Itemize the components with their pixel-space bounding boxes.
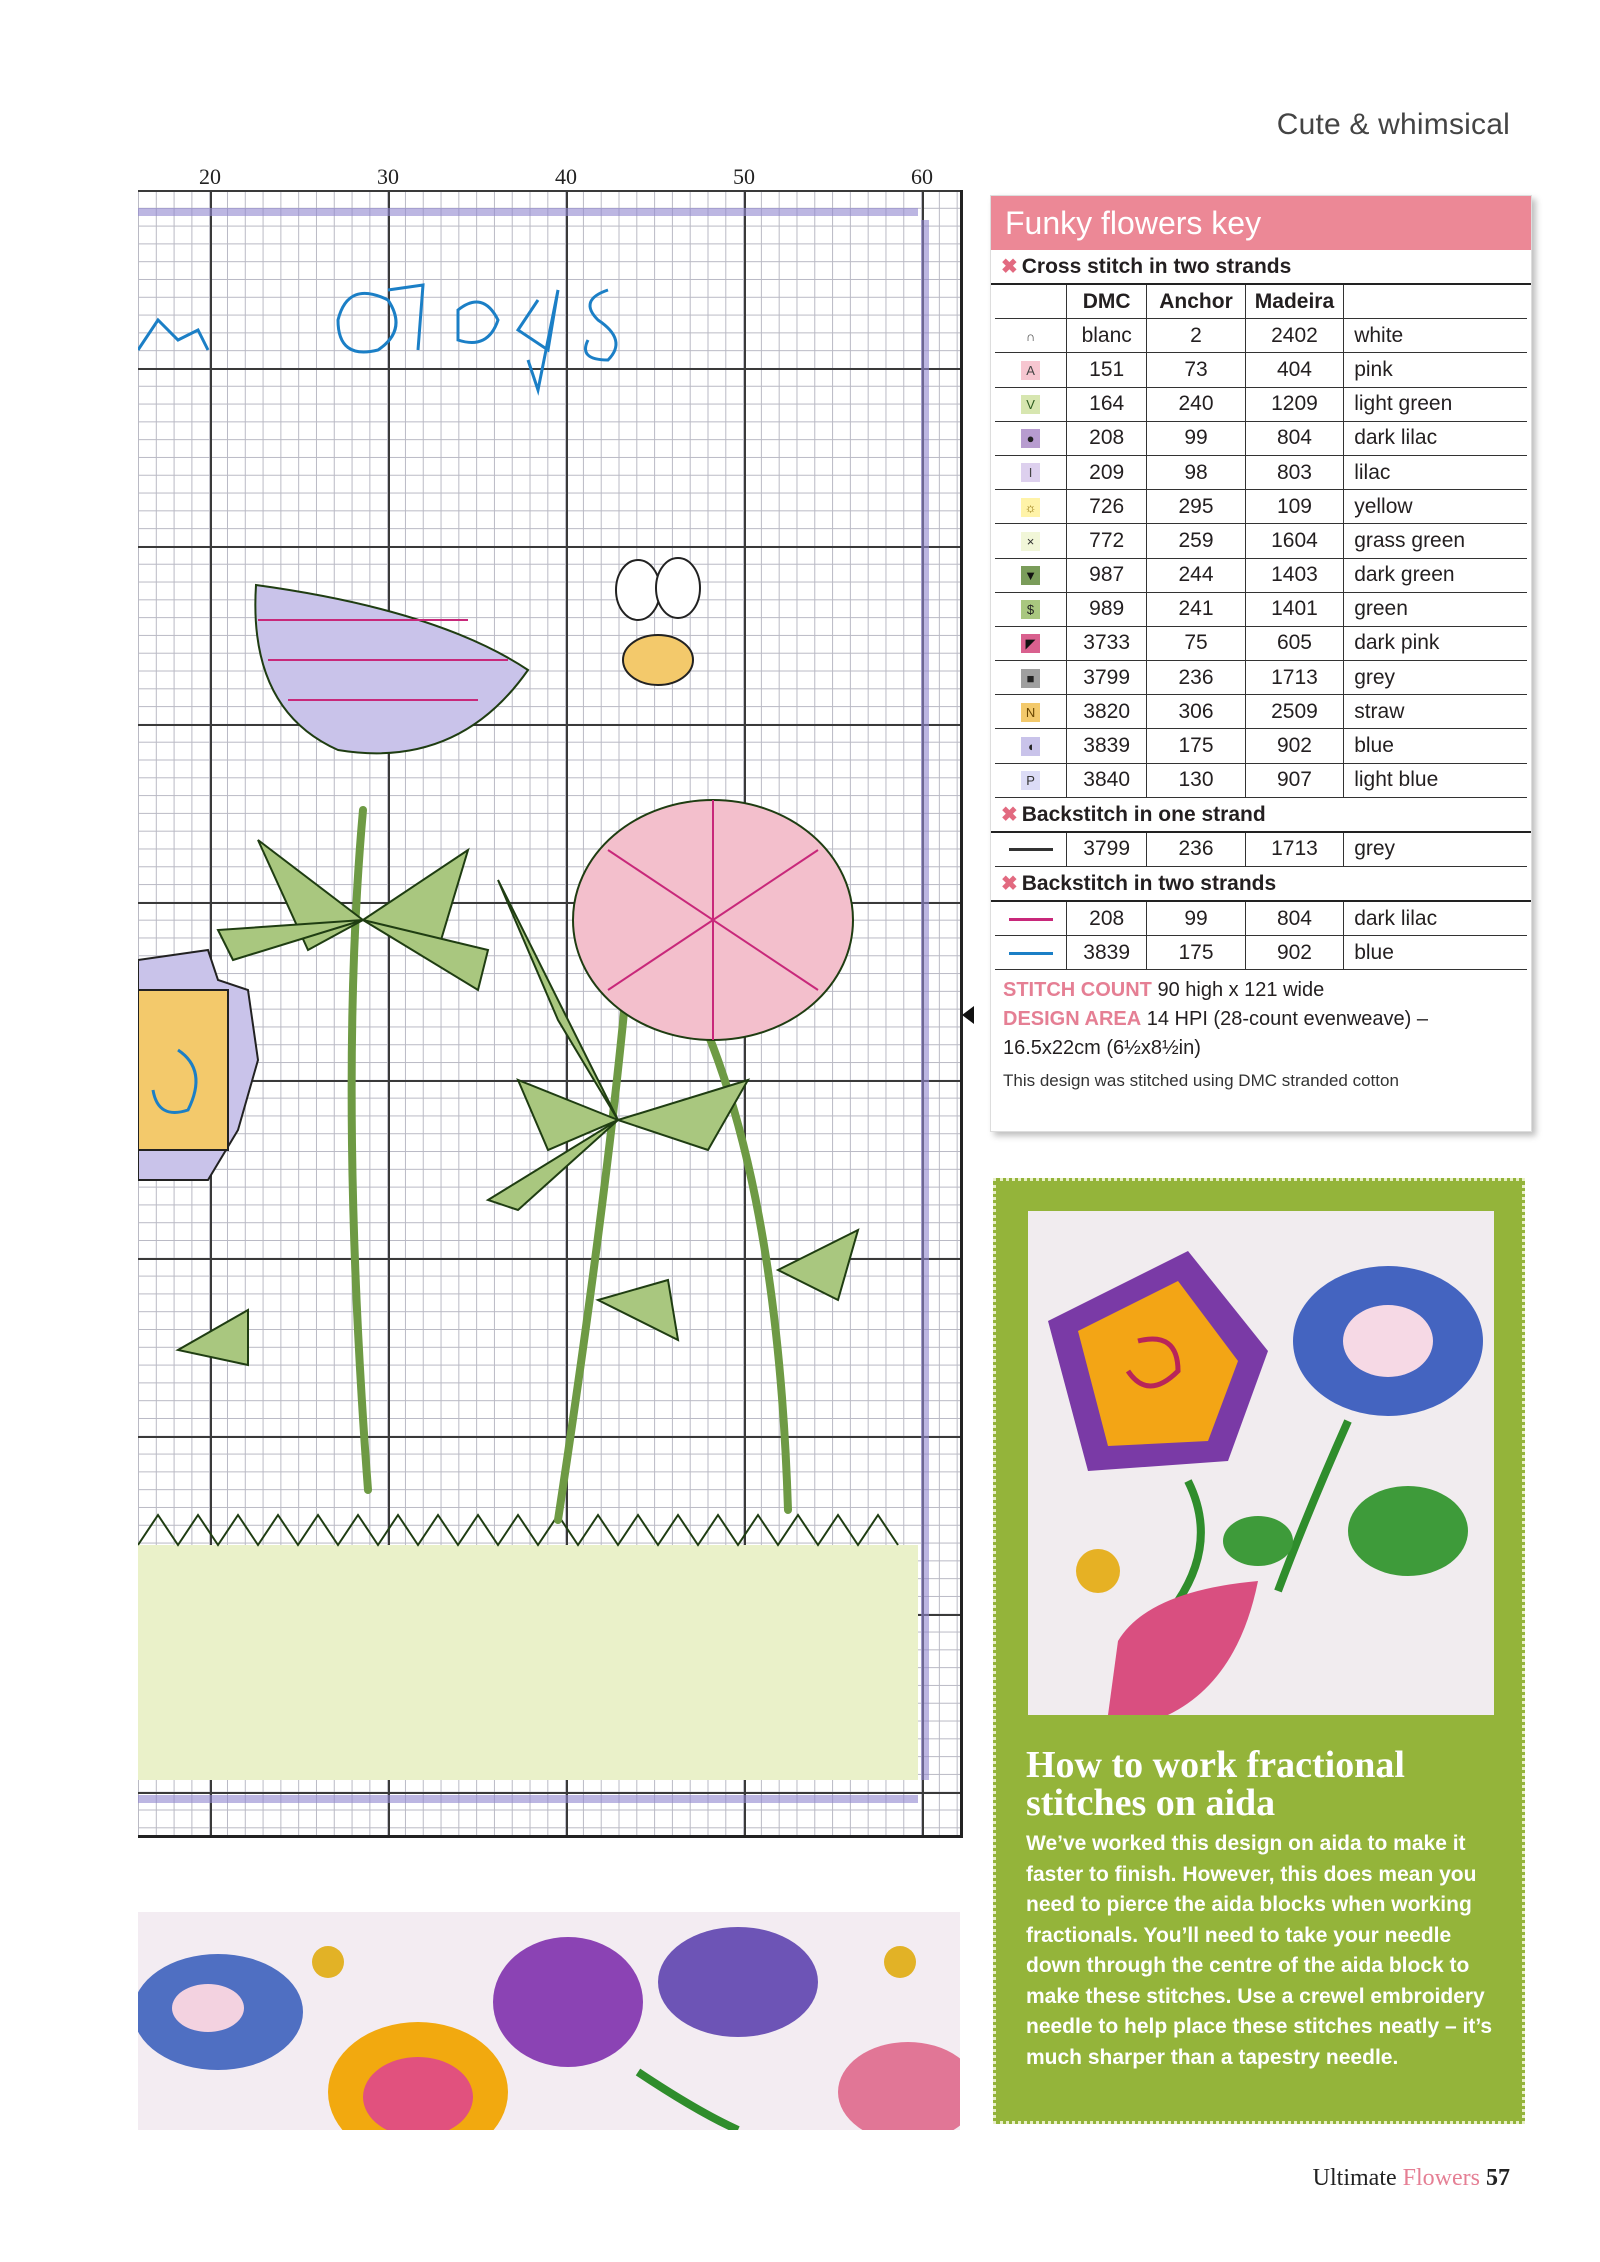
stitch-info: [991, 970, 1531, 1063]
anchor-number: 175: [1147, 936, 1245, 970]
magazine-name: Ultimate: [1312, 2165, 1397, 2191]
colour-name: dark lilac: [1344, 902, 1527, 936]
chart-grass-line: [138, 1515, 898, 1545]
cross-icon: ✖: [1001, 256, 1018, 278]
section-label: Cute & whimsical: [1276, 108, 1510, 141]
colour-name: grey: [1344, 833, 1527, 867]
key-row: [995, 558, 1527, 592]
stitch-symbol-icon: ◤: [1021, 634, 1040, 653]
key-row: [995, 421, 1527, 455]
stitch-symbol-icon: $: [1021, 600, 1040, 619]
design-area-value: 14 HPI (28-count evenweave) – 16.5x22cm (6½x8½in): [1003, 1008, 1429, 1060]
stitch-symbol-icon: I: [1021, 463, 1040, 482]
stitch-symbol-icon: A: [1021, 361, 1040, 380]
anchor-number: 75: [1147, 626, 1245, 660]
colour-name: grass green: [1344, 524, 1527, 558]
symbol-cell: [995, 902, 1067, 936]
backstitch-line-icon: [1009, 952, 1053, 955]
madeira-number: 907: [1245, 763, 1343, 797]
anchor-number: 130: [1147, 763, 1245, 797]
column-header-anchor: Anchor: [1147, 285, 1245, 319]
key-row: [995, 319, 1527, 353]
key-row: [995, 353, 1527, 387]
chart-sunflower: [138, 950, 258, 1180]
colour-name: lilac: [1344, 455, 1527, 489]
key-row: [995, 936, 1527, 970]
colour-name: pink: [1344, 353, 1527, 387]
stitch-count-label: STITCH COUNT: [1003, 979, 1152, 1002]
dmc-number: blanc: [1067, 319, 1147, 353]
chart-drawing: [138, 190, 960, 1835]
key-row: [995, 592, 1527, 626]
cross-icon: ✖: [1001, 873, 1018, 895]
symbol-cell: [995, 592, 1067, 626]
stitch-symbol-icon: V: [1021, 395, 1040, 414]
key-row: [995, 763, 1527, 797]
symbol-cell: [995, 833, 1067, 867]
tip-box: [993, 1178, 1525, 2124]
anchor-number: 2: [1147, 319, 1245, 353]
anchor-number: 259: [1147, 524, 1245, 558]
colour-name: light green: [1344, 387, 1527, 421]
dmc-number: 151: [1067, 353, 1147, 387]
thread-note: This design was stitched using DMC stranded cotton: [1003, 1071, 1399, 1091]
key-row: [995, 490, 1527, 524]
magazine-accent: Flowers: [1402, 2165, 1480, 2191]
anchor-number: 236: [1147, 661, 1245, 695]
backstitch-two-heading-text: Backstitch in two strands: [1021, 872, 1277, 895]
stitch-symbol-icon: ▼: [1021, 566, 1040, 585]
colour-name: grey: [1344, 661, 1527, 695]
dmc-number: 164: [1067, 387, 1147, 421]
stitch-symbol-icon: N: [1021, 703, 1040, 722]
key-row: [995, 455, 1527, 489]
dmc-number: 3840: [1067, 763, 1147, 797]
chart-ground: [138, 1545, 918, 1780]
symbol-cell: [995, 455, 1067, 489]
symbol-cell: [995, 319, 1067, 353]
anchor-number: 73: [1147, 353, 1245, 387]
stitch-symbol-icon: P: [1021, 771, 1040, 790]
anchor-number: 99: [1147, 421, 1245, 455]
dmc-number: 3820: [1067, 695, 1147, 729]
madeira-number: 1403: [1245, 558, 1343, 592]
colour-name: blue: [1344, 729, 1527, 763]
column-number: 60: [911, 164, 933, 189]
key-row: [995, 626, 1527, 660]
backstitch-one-table: [995, 833, 1527, 867]
cross-stitch-heading: [991, 250, 1531, 285]
cross-stitch-heading-text: Cross stitch in two strands: [1021, 255, 1292, 278]
madeira-number: 1713: [1245, 661, 1343, 695]
stitch-symbol-icon: ×: [1021, 532, 1040, 551]
madeira-number: 804: [1245, 902, 1343, 936]
design-area-label: DESIGN AREA: [1003, 1008, 1142, 1031]
key-row: [995, 729, 1527, 763]
madeira-number: 804: [1245, 421, 1343, 455]
symbol-cell: [995, 524, 1067, 558]
madeira-number: 109: [1245, 490, 1343, 524]
page-folio: [1313, 2165, 1510, 2192]
stitch-count-value: 90 high x 121 wide: [1157, 979, 1325, 1002]
dmc-number: 989: [1067, 592, 1147, 626]
stitch-symbol-icon: ◖: [1021, 737, 1040, 756]
anchor-number: 236: [1147, 833, 1245, 867]
key-row: [995, 524, 1527, 558]
colour-name: blue: [1344, 936, 1527, 970]
dmc-number: 3839: [1067, 729, 1147, 763]
colour-name: straw: [1344, 695, 1527, 729]
key-table: [995, 285, 1527, 798]
colour-name: green: [1344, 592, 1527, 626]
column-header-madeira: Madeira: [1245, 285, 1343, 319]
backstitch-one-heading-text: Backstitch in one strand: [1021, 802, 1266, 826]
symbol-cell: [995, 421, 1067, 455]
madeira-number: 1401: [1245, 592, 1343, 626]
tip-body: We’ve worked this design on aida to make it faster to finish. However, this does mean you need to pierce the aida blocks when working fractionals. You’ll need to take your needle down through the centre of the aida block to make these stitches. Use a crewel embroidery needle to help place these stitches neatly – it’s much sharper than a tapestry needle.: [1026, 1832, 1493, 2069]
dmc-number: 987: [1067, 558, 1147, 592]
cross-stitch-chart: [138, 190, 963, 1838]
symbol-cell: [995, 729, 1067, 763]
symbol-cell: [995, 695, 1067, 729]
dmc-number: 772: [1067, 524, 1147, 558]
column-number: 20: [199, 164, 221, 189]
key-title: Funky flowers key: [991, 196, 1531, 250]
anchor-number: 240: [1147, 387, 1245, 421]
backstitch-line-icon: [1009, 918, 1053, 921]
stitched-photo-strip: [138, 1912, 960, 2130]
key-header-row: [995, 285, 1527, 319]
madeira-number: 803: [1245, 455, 1343, 489]
colour-name: white: [1344, 319, 1527, 353]
backstitch-two-heading: [991, 867, 1531, 902]
dmc-number: 208: [1067, 421, 1147, 455]
anchor-number: 99: [1147, 902, 1245, 936]
madeira-number: 902: [1245, 729, 1343, 763]
dmc-number: 208: [1067, 902, 1147, 936]
tip-photo: [1028, 1211, 1494, 1715]
key-row: [995, 833, 1527, 867]
madeira-number: 1713: [1245, 833, 1343, 867]
symbol-cell: [995, 387, 1067, 421]
dmc-number: 3799: [1067, 661, 1147, 695]
colour-name: dark pink: [1344, 626, 1527, 660]
chart-lettering: [138, 285, 616, 390]
madeira-number: 1209: [1245, 387, 1343, 421]
colour-name: light blue: [1344, 763, 1527, 797]
column-number: 40: [555, 164, 577, 189]
dmc-number: 3733: [1067, 626, 1147, 660]
anchor-number: 244: [1147, 558, 1245, 592]
column-number: 50: [733, 164, 755, 189]
tip-title: How to work fractional stitches on aida: [1026, 1744, 1405, 1824]
anchor-number: 295: [1147, 490, 1245, 524]
anchor-number: 241: [1147, 592, 1245, 626]
symbol-cell: [995, 626, 1067, 660]
colour-name: dark green: [1344, 558, 1527, 592]
key-row: [995, 387, 1527, 421]
madeira-number: 2402: [1245, 319, 1343, 353]
page-number: 57: [1486, 2165, 1510, 2191]
key-row: [995, 902, 1527, 936]
stitch-symbol-icon: ∩: [1021, 327, 1040, 346]
symbol-cell: [995, 661, 1067, 695]
chart-key-panel: [990, 195, 1532, 1132]
symbol-cell: [995, 490, 1067, 524]
symbol-cell: [995, 936, 1067, 970]
symbol-cell: [995, 353, 1067, 387]
colour-name: dark lilac: [1344, 421, 1527, 455]
backstitch-two-table: [995, 902, 1527, 970]
key-row: [995, 695, 1527, 729]
madeira-number: 902: [1245, 936, 1343, 970]
cross-icon: ✖: [1001, 803, 1018, 826]
symbol-cell: [995, 763, 1067, 797]
anchor-number: 175: [1147, 729, 1245, 763]
backstitch-one-heading: [991, 798, 1531, 833]
column-header-dmc: DMC: [1067, 285, 1147, 319]
madeira-number: 605: [1245, 626, 1343, 660]
madeira-number: 1604: [1245, 524, 1343, 558]
stitch-symbol-icon: ●: [1021, 429, 1040, 448]
symbol-cell: [995, 558, 1067, 592]
stitch-symbol-icon: ■: [1021, 669, 1040, 688]
dmc-number: 726: [1067, 490, 1147, 524]
column-number: 30: [377, 164, 399, 189]
center-marker-arrow: [962, 1006, 974, 1024]
anchor-number: 98: [1147, 455, 1245, 489]
madeira-number: 2509: [1245, 695, 1343, 729]
anchor-number: 306: [1147, 695, 1245, 729]
stitch-symbol-icon: ☼: [1021, 498, 1040, 517]
chart-bee: [616, 558, 700, 685]
backstitch-line-icon: [1009, 848, 1053, 851]
madeira-number: 404: [1245, 353, 1343, 387]
dmc-number: 3799: [1067, 833, 1147, 867]
dmc-number: 3839: [1067, 936, 1147, 970]
key-row: [995, 661, 1527, 695]
chart-lilac-flower: [255, 585, 528, 753]
dmc-number: 209: [1067, 455, 1147, 489]
colour-name: yellow: [1344, 490, 1527, 524]
